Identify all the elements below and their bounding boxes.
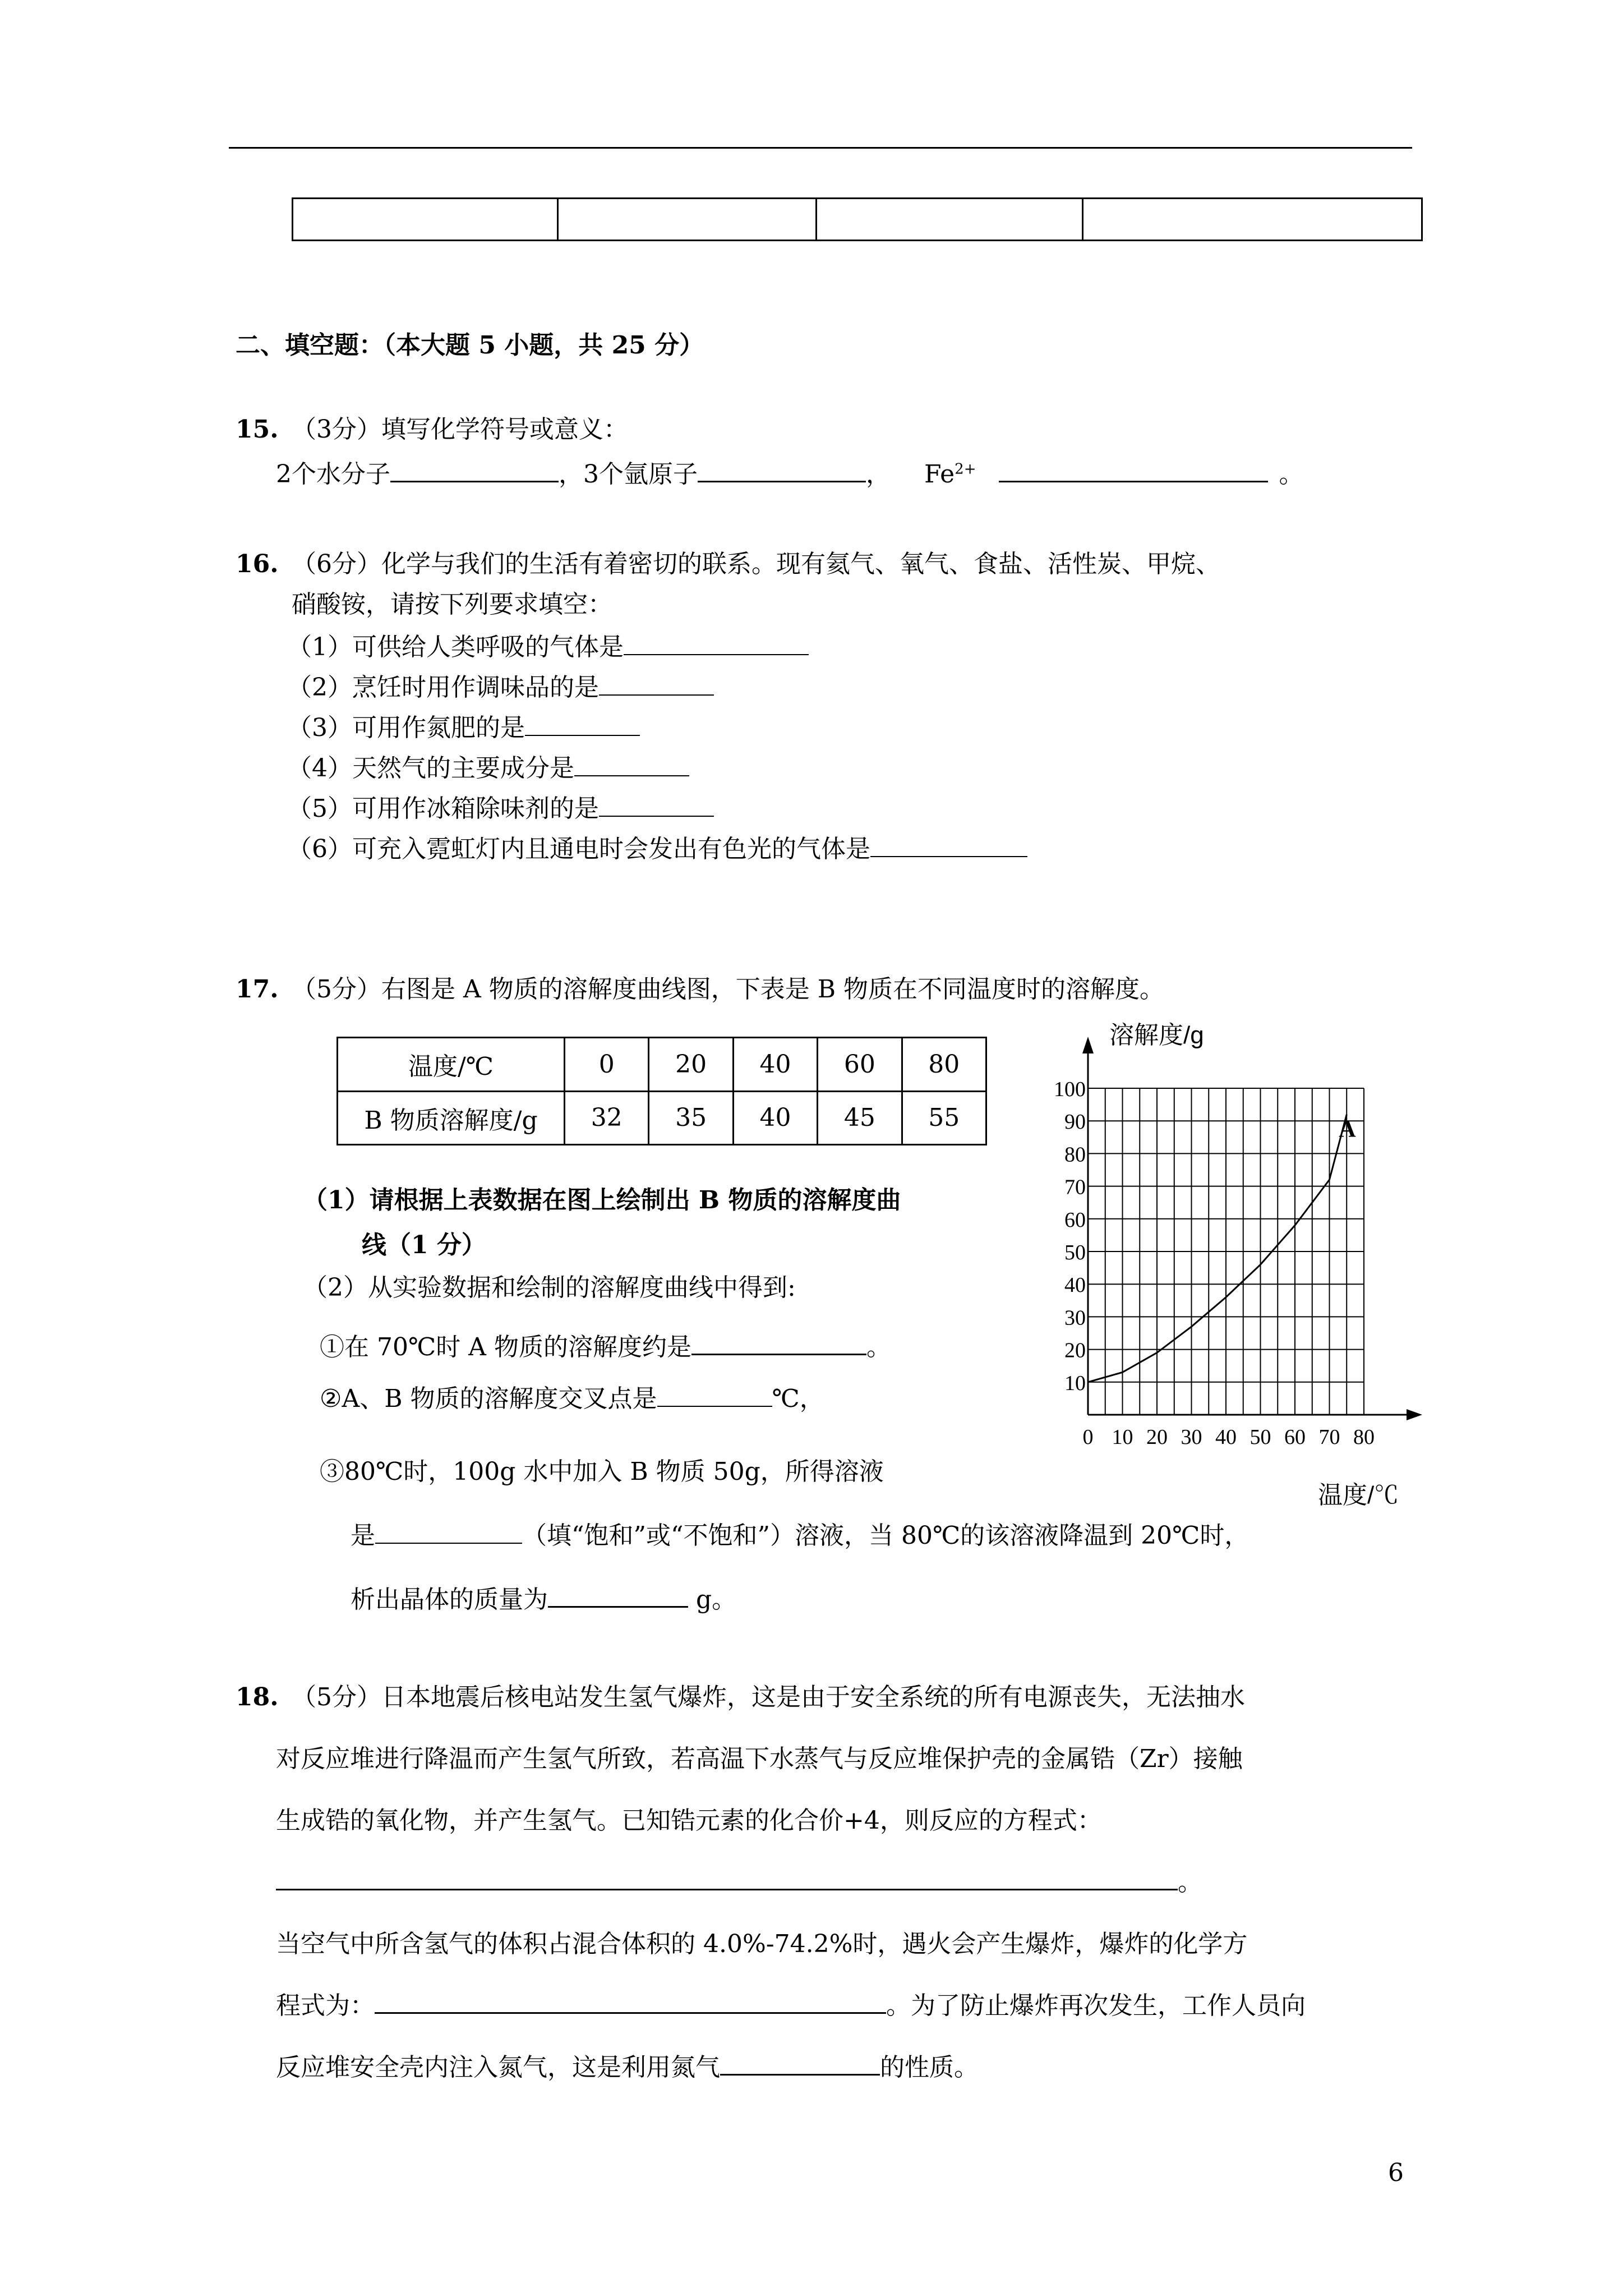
q16-item-text: （3）可用作氮肥的是 <box>287 714 525 742</box>
y-tick-label: 30 <box>1064 1306 1086 1330</box>
q17-heading: （5分）右图是 A 物质的溶解度曲线图，下表是 B 物质在不同温度时的溶解度。 <box>292 975 1165 1004</box>
answer-blank[interactable] <box>276 1889 1178 1890</box>
q17-sub1a: （1）请根据上表数据在图上绘制出 B 物质的溶解度曲 <box>303 1186 901 1214</box>
answer-blank[interactable] <box>548 1606 688 1608</box>
table-cell: B 物质溶解度/g <box>338 1091 565 1145</box>
q16-item <box>287 753 689 784</box>
y-tick-label: 100 <box>1054 1078 1086 1101</box>
chart-ticks <box>1054 1078 1375 1449</box>
answer-blank[interactable] <box>525 735 640 736</box>
table-cell: 温度/℃ <box>338 1038 565 1092</box>
chart-xlabel: 温度/℃ <box>1318 1481 1399 1509</box>
q17-c2-end: ℃， <box>772 1384 824 1413</box>
answer-blank[interactable] <box>624 654 809 655</box>
q18-line7 <box>276 2052 979 2083</box>
y-tick-label: 80 <box>1064 1143 1086 1167</box>
table-row <box>338 1091 986 1145</box>
x-tick-label: 40 <box>1215 1425 1237 1449</box>
q17-c3c <box>351 1584 736 1616</box>
q18-line1: （5分）日本地震后核电站发生氢气爆炸，这是由于安全系统的所有电源丧失，无法抽水 <box>292 1683 1245 1711</box>
q16-item-text: （6）可充入霓虹灯内且通电时会发出有色光的气体是 <box>287 835 870 863</box>
q16-item <box>287 672 714 703</box>
q17-c3: ③80℃时，100g 水中加入 B 物质 50g，所得溶液 <box>320 1457 884 1486</box>
x-axis-arrow <box>1407 1409 1422 1420</box>
q16-line1: （6分）化学与我们的生活有着密切的联系。现有氦气、氧气、食盐、活性炭、甲烷、 <box>292 550 1220 578</box>
x-tick-label: 70 <box>1318 1425 1340 1449</box>
q18-number: 18. <box>236 1683 279 1711</box>
q16-item-text: （5）可用作冰箱除味剂的是 <box>287 794 599 823</box>
q18-line4-end: 。 <box>1178 1868 1202 1897</box>
y-tick-label: 60 <box>1064 1208 1086 1232</box>
q15-number: 15. <box>236 415 279 444</box>
chart-ylabel: 溶解度/g <box>1109 1022 1204 1049</box>
header-rule <box>229 147 1412 149</box>
q17-c2-text: ②A、B 物质的溶解度交叉点是 <box>320 1384 657 1413</box>
q18-line5: 当空气中所含氢气的体积占混合体积的 4.0%-74.2%时，遇火会产生爆炸，爆炸的化学方 <box>276 1930 1248 1958</box>
chart-series <box>1088 1115 1356 1382</box>
answer-table <box>292 197 1423 241</box>
y-tick-label: 40 <box>1064 1273 1086 1297</box>
q17-c3c-text: 析出晶体的质量为 <box>351 1585 548 1614</box>
q17-c3b-text: 是 <box>351 1521 375 1550</box>
answer-blank[interactable] <box>375 2012 886 2014</box>
chart-grid <box>1088 1088 1364 1415</box>
answer-cell <box>1083 199 1422 241</box>
series-label: A <box>1339 1116 1356 1143</box>
y-tick-label: 50 <box>1064 1241 1086 1264</box>
q17-sub2: （2）从实验数据和绘制的溶解度曲线中得到: <box>303 1273 796 1302</box>
table-cell: 32 <box>565 1091 649 1145</box>
table-cell: 60 <box>818 1038 902 1092</box>
y-tick-label: 20 <box>1064 1338 1086 1363</box>
y-tick-label: 70 <box>1064 1175 1086 1199</box>
q16-item-text: （2）烹饪时用作调味品的是 <box>287 673 599 702</box>
answer-blank[interactable] <box>599 816 714 817</box>
q17-sub1b: 线（1 分） <box>362 1231 486 1259</box>
q15-part3: ， <box>866 460 891 489</box>
answer-cell <box>817 199 1083 241</box>
answer-cell <box>293 199 558 241</box>
q15-fe-charge: 2+ <box>955 461 976 478</box>
x-tick-label: 50 <box>1249 1425 1271 1449</box>
q18-line6 <box>276 1990 1306 2022</box>
answer-blank[interactable] <box>691 1354 866 1355</box>
table-cell: 80 <box>902 1038 986 1092</box>
answer-blank[interactable] <box>698 481 866 482</box>
q18-line6-text: 程式为： <box>276 1991 375 2020</box>
page-number: 6 <box>1388 2159 1404 2187</box>
table-cell: 40 <box>733 1091 817 1145</box>
solubility-table <box>336 1037 987 1145</box>
q16-item <box>287 712 640 744</box>
y-tick-label: 90 <box>1064 1110 1086 1134</box>
q17-c1-text: ①在 70℃时 A 物质的溶解度约是 <box>320 1333 691 1361</box>
table-cell: 20 <box>649 1038 733 1092</box>
x-tick-label: 30 <box>1181 1425 1202 1449</box>
chart-axes <box>1082 1037 1422 1420</box>
q16-item <box>287 793 714 825</box>
y-axis-arrow <box>1082 1037 1094 1053</box>
q15-part1: 2个水分子 <box>276 460 390 489</box>
answer-blank[interactable] <box>999 481 1268 482</box>
table-cell: 0 <box>565 1038 649 1092</box>
table-cell: 55 <box>902 1091 986 1145</box>
table-cell: 45 <box>818 1091 902 1145</box>
y-tick-label: 10 <box>1064 1371 1086 1395</box>
q16-number: 16. <box>236 550 279 578</box>
q15-heading: （3分）填写化学符号或意义： <box>292 415 628 444</box>
table-cell: 40 <box>733 1038 817 1092</box>
q17-c2 <box>320 1383 824 1415</box>
q18-line7-text: 反应堆安全壳内注入氮气，这是利用氮气 <box>276 2053 720 2082</box>
q15-line <box>276 459 1304 490</box>
table-cell: 35 <box>649 1091 733 1145</box>
x-tick-label: 60 <box>1284 1425 1306 1449</box>
answer-blank[interactable] <box>599 694 714 696</box>
q18-line6-text2: 。为了防止爆炸再次发生，工作人员向 <box>886 1991 1306 2020</box>
q15-part2: ，3个氩原子 <box>559 460 698 489</box>
x-tick-label: 0 <box>1082 1425 1094 1449</box>
x-tick-label: 10 <box>1112 1425 1133 1449</box>
q18-line7-end: 的性质。 <box>880 2053 979 2082</box>
q15-end: 。 <box>1279 460 1304 489</box>
answer-cell <box>558 199 817 241</box>
q16-item-text: （1）可供给人类呼吸的气体是 <box>287 633 624 661</box>
x-tick-label: 80 <box>1353 1425 1375 1449</box>
table-row <box>338 1038 986 1092</box>
answer-blank[interactable] <box>657 1406 772 1407</box>
q16-item <box>287 632 809 663</box>
section-title: 二、填空题：（本大题 5 小题，共 25 分） <box>236 331 704 360</box>
answer-blank[interactable] <box>870 856 1027 857</box>
x-tick-label: 20 <box>1146 1425 1168 1449</box>
q17-c1 <box>320 1332 891 1363</box>
q16-item <box>287 834 1027 865</box>
q17-c3b-text2: （填“饱和”或“不饱和”）溶液，当 80℃的该溶液降温到 20℃时， <box>522 1521 1249 1550</box>
q18-line2: 对反应堆进行降温而产生氢气所致，若高温下水蒸气与反应堆保护壳的金属锆（Zr）接触 <box>276 1745 1243 1773</box>
solubility-chart <box>1032 1010 1447 1515</box>
q15-fe: Fe <box>924 460 955 489</box>
q16-item-text: （4）天然气的主要成分是 <box>287 754 574 783</box>
answer-blank[interactable] <box>574 775 689 776</box>
q17-number: 17. <box>236 975 279 1004</box>
q17-c3b <box>351 1520 1249 1552</box>
q17-c3c-end: g。 <box>688 1585 737 1614</box>
q18-line4 <box>276 1867 1202 1898</box>
q17-c1-end: 。 <box>866 1333 891 1361</box>
q18-line3: 生成锆的氧化物，并产生氢气。已知锆元素的化合价+4，则反应的方程式： <box>276 1806 1102 1835</box>
answer-blank[interactable] <box>375 1543 522 1544</box>
series-line-A <box>1088 1115 1347 1382</box>
answer-blank[interactable] <box>390 481 559 482</box>
answer-blank[interactable] <box>720 2074 880 2076</box>
q16-line2: 硝酸铵，请按下列要求填空： <box>292 590 612 619</box>
